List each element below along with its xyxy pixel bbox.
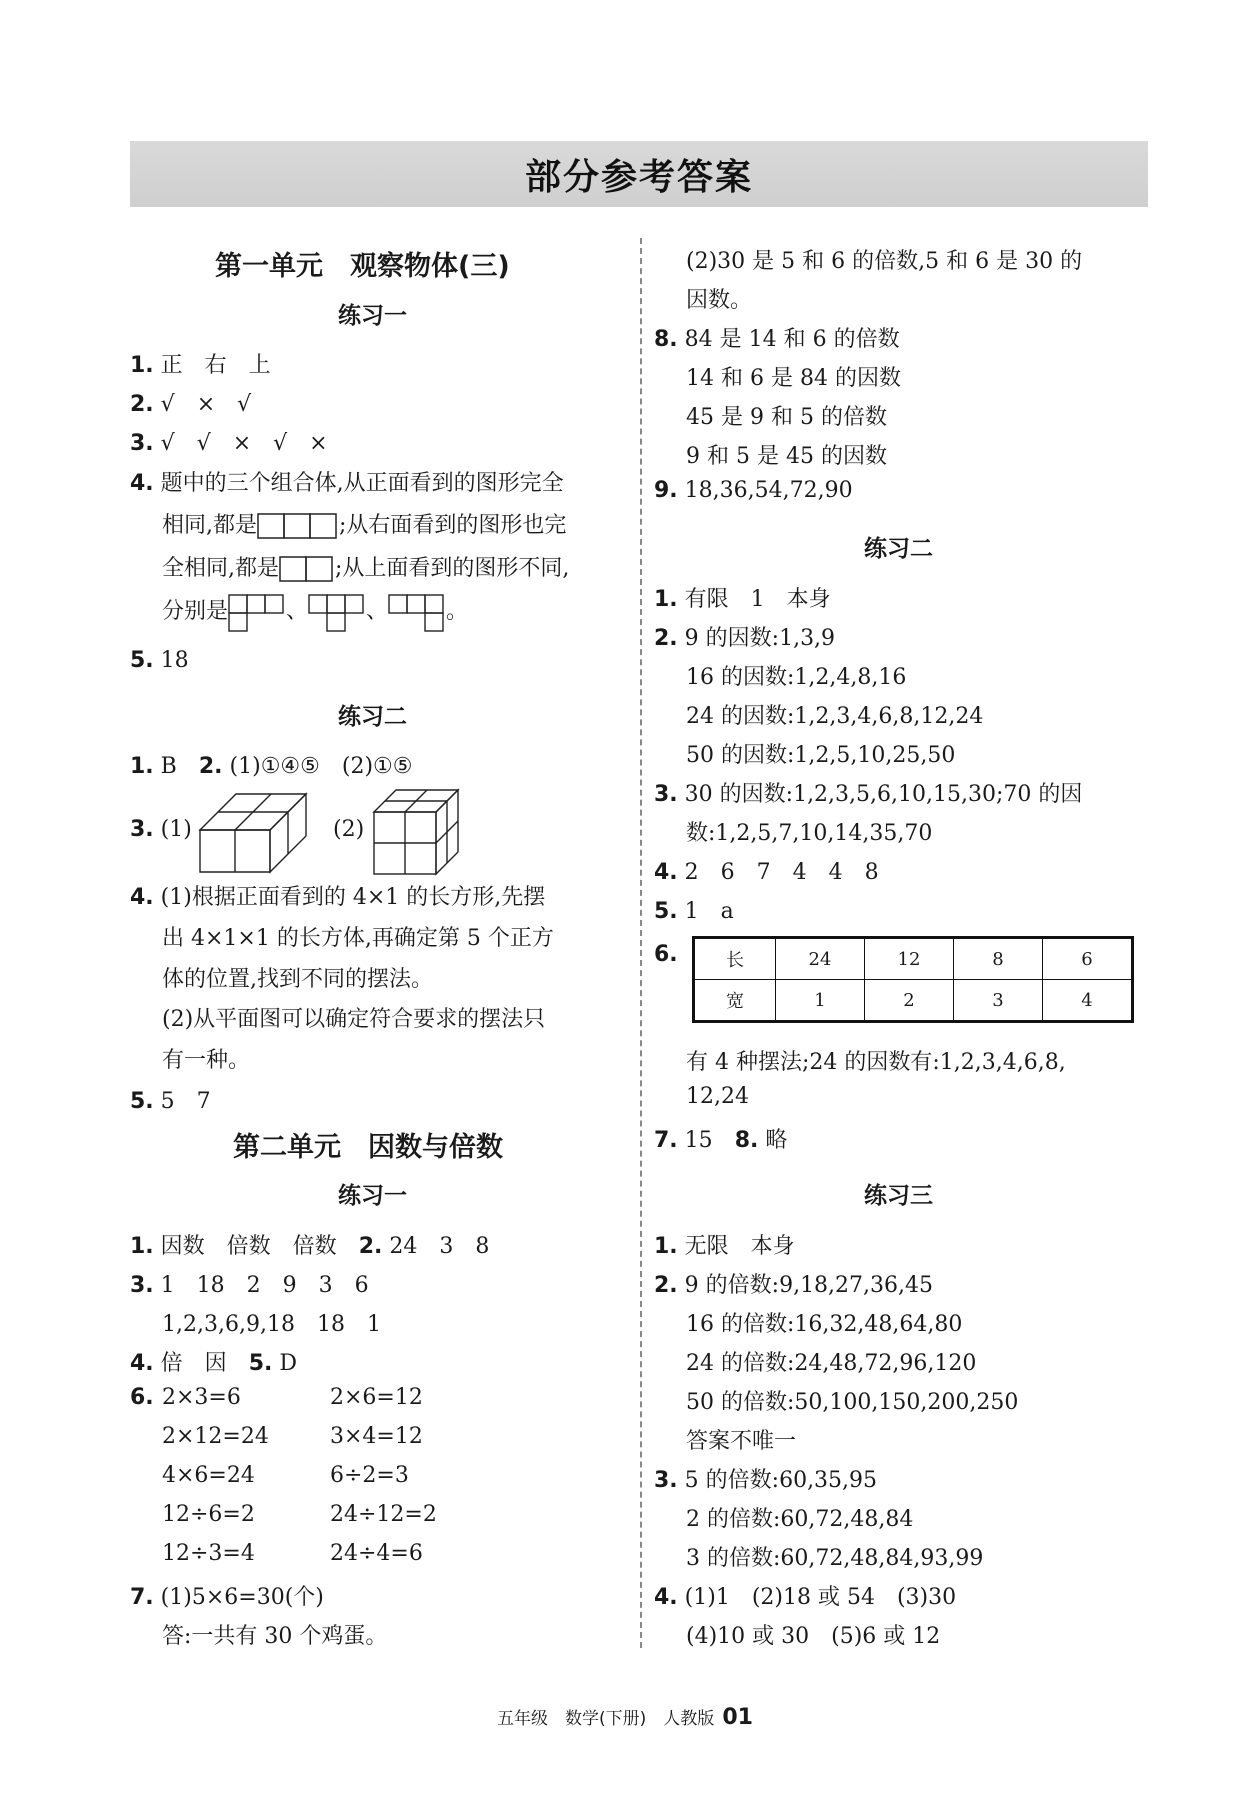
e2-q5: 1 a <box>684 899 734 924</box>
u2e1-q2: 24 3 8 <box>389 1234 490 1259</box>
u2e1-q6-r2c0: 4×6=24 <box>162 1463 255 1488</box>
e2-q4: 2 6 7 4 4 8 <box>684 860 879 885</box>
footer-text: 五年级 数学(下册) 人教版 <box>497 1709 715 1729</box>
e2-q1: 有限 1 本身 <box>684 587 831 612</box>
table-cell: 8 <box>954 938 1043 980</box>
u1e1-q5: 18 <box>160 648 189 673</box>
e2-q2-1: 16 的因数:1,2,4,8,16 <box>686 665 907 690</box>
table-cell: 长 <box>694 938 776 980</box>
u1e1-q2: √ × √ <box>160 392 252 417</box>
u1e2-q4e: 有一种。 <box>162 1048 251 1073</box>
e2-q3b: 数:1,2,5,7,10,14,35,70 <box>686 821 933 846</box>
u2e1-q4: 倍 因 <box>160 1351 227 1376</box>
unit2-ex1-title: 练习一 <box>338 1183 407 1209</box>
u2-ex2-title: 练习二 <box>864 536 933 562</box>
u1e2-q2: (1)①④⑤ (2)①⑤ <box>229 754 413 779</box>
r-q8-0: 84 是 14 和 6 的倍数 <box>684 327 900 352</box>
u2e1-q3b: 1,2,3,6,9,18 18 1 <box>162 1312 381 1337</box>
u1e2-q4b: 出 4×1×1 的长方体,再确定第 5 个正方 <box>162 926 554 951</box>
e2-q2-0: 9 的因数:1,3,9 <box>684 626 836 651</box>
e3-q3-0: 5 的倍数:60,35,95 <box>684 1468 878 1493</box>
e3-q2-0: 9 的倍数:9,18,27,36,45 <box>684 1273 934 1298</box>
u2e1-q6-r4c1: 24÷4=6 <box>330 1541 423 1566</box>
page-footer <box>0 1704 1250 1730</box>
u2e1-q6-r1c0: 2×12=24 <box>162 1424 269 1449</box>
u2e1-q6-r2c1: 6÷2=3 <box>330 1463 409 1488</box>
unit1-ex1-title: 练习一 <box>338 303 407 329</box>
r-q9: 18,36,54,72,90 <box>684 478 853 503</box>
table-cell: 6 <box>1043 938 1133 980</box>
top-view-icon-2 <box>308 594 366 638</box>
u2e1-q7a: (1)5×6=30(个) <box>160 1585 324 1610</box>
r-q8-1: 14 和 6 是 84 的因数 <box>686 366 901 391</box>
u1e1-q3: √ √ × √ × <box>160 431 328 456</box>
u1e1-q4d-post: 。 <box>446 599 469 624</box>
table-cell: 3 <box>954 980 1043 1022</box>
u1e2-q3a: (1) <box>160 817 192 842</box>
table-row <box>694 980 1133 1022</box>
answer-banner <box>130 141 1148 207</box>
u1e2-q4a: (1)根据正面看到的 4×1 的长方形,先摆 <box>160 885 546 910</box>
u1e2-q4d: (2)从平面图可以确定符合要求的摆法只 <box>162 1007 546 1032</box>
e3-q2-3: 50 的倍数:50,100,150,200,250 <box>686 1390 1019 1415</box>
e2-q7: 15 <box>684 1128 713 1153</box>
u2e1-q6-r0c0: 2×3=6 <box>162 1385 241 1410</box>
table-row <box>694 938 1133 980</box>
u1e1-q4a: 题中的三个组合体,从正面看到的图形完全 <box>160 471 564 496</box>
unit2-title: 第二单元 因数与倍数 <box>233 1132 503 1163</box>
front-view-icon <box>257 513 339 539</box>
e3-q2-1: 16 的倍数:16,32,48,64,80 <box>686 1312 963 1337</box>
cuboid-figure-1 <box>198 792 310 874</box>
table-cell: 宽 <box>694 980 776 1022</box>
e2-q2-3: 50 的因数:1,2,5,10,25,50 <box>686 743 956 768</box>
u1e2-q4c: 体的位置,找到不同的摆法。 <box>162 967 433 992</box>
u1e2-q5: 5 7 <box>160 1089 211 1114</box>
u1e2-q3b: (2) <box>333 817 365 842</box>
unit1-title: 第一单元 观察物体(三) <box>215 251 510 282</box>
u2e1-q6-r1c1: 3×4=12 <box>330 1424 423 1449</box>
e3-q3-1: 2 的倍数:60,72,48,84 <box>686 1507 914 1532</box>
e3-q4a: (1)1 (2)18 或 54 (3)30 <box>684 1585 957 1610</box>
table-cell: 1 <box>776 980 865 1022</box>
u2e1-q5: D <box>279 1351 298 1376</box>
e2-q2-2: 24 的因数:1,2,3,4,6,8,12,24 <box>686 704 984 729</box>
u1e1-q4c-post: ;从上面看到的图形不同, <box>335 556 570 581</box>
r-line2: 因数。 <box>686 288 753 313</box>
r-q8-2: 45 是 9 和 5 的倍数 <box>686 405 887 430</box>
u2e1-q6-r4c0: 12÷3=4 <box>162 1541 255 1566</box>
banner-title: 部分参考答案 <box>524 156 753 198</box>
u2-ex3-title: 练习三 <box>864 1183 933 1209</box>
u2e1-q6-r3c1: 24÷12=2 <box>330 1502 437 1527</box>
u2e1-q3a: 1 18 2 9 3 6 <box>160 1273 369 1298</box>
e3-q2-2: 24 的倍数:24,48,72,96,120 <box>686 1351 977 1376</box>
u1e1-q4d-pre: 分别是 <box>162 599 229 624</box>
u1e2-q1: B <box>160 754 177 779</box>
e3-q1: 无限 本身 <box>684 1234 795 1259</box>
table-cell: 4 <box>1043 980 1133 1022</box>
top-view-icon-1 <box>228 594 286 638</box>
r-line1: (2)30 是 5 和 6 的倍数,5 和 6 是 30 的 <box>686 249 1083 274</box>
u2e1-q6-r0c1: 2×6=12 <box>330 1385 423 1410</box>
unit1-ex2-title: 练习二 <box>338 704 407 730</box>
table-cell: 2 <box>865 980 954 1022</box>
top-view-icon-3 <box>388 594 446 638</box>
right-view-icon <box>279 556 335 582</box>
u1e1-q4c-pre: 全相同,都是 <box>162 556 279 581</box>
e2-q3a: 30 的因数:1,2,3,5,6,10,15,30;70 的因 <box>684 782 1083 807</box>
u2e1-q7b: 答:一共有 30 个鸡蛋。 <box>162 1624 388 1649</box>
table-cell: 12 <box>865 938 954 980</box>
u1e1-q4b-pre: 相同,都是 <box>162 513 257 538</box>
u2e1-q6-r3c0: 12÷6=2 <box>162 1502 255 1527</box>
r-q8-3: 9 和 5 是 45 的因数 <box>686 444 887 469</box>
page-number: 01 <box>722 1705 753 1730</box>
e2-q6b: 12,24 <box>686 1084 749 1109</box>
e2-q6-table <box>692 936 1134 1023</box>
u1e1-q1: 正 右 上 <box>160 353 271 378</box>
e3-q2-4: 答案不唯一 <box>686 1429 797 1454</box>
e2-q8: 略 <box>765 1128 788 1153</box>
e3-q3-2: 3 的倍数:60,72,48,84,93,99 <box>686 1546 984 1571</box>
column-divider <box>640 238 642 1648</box>
e3-q4b: (4)10 或 30 (5)6 或 12 <box>686 1624 941 1649</box>
table-cell: 24 <box>776 938 865 980</box>
u1e1-q4b-post: ;从右面看到的图形也完 <box>339 513 567 538</box>
u2e1-q1: 因数 倍数 倍数 <box>160 1234 337 1259</box>
cuboid-figure-2 <box>372 788 462 878</box>
e2-q6a: 有 4 种摆法;24 的因数有:1,2,3,4,6,8, <box>686 1050 1066 1075</box>
